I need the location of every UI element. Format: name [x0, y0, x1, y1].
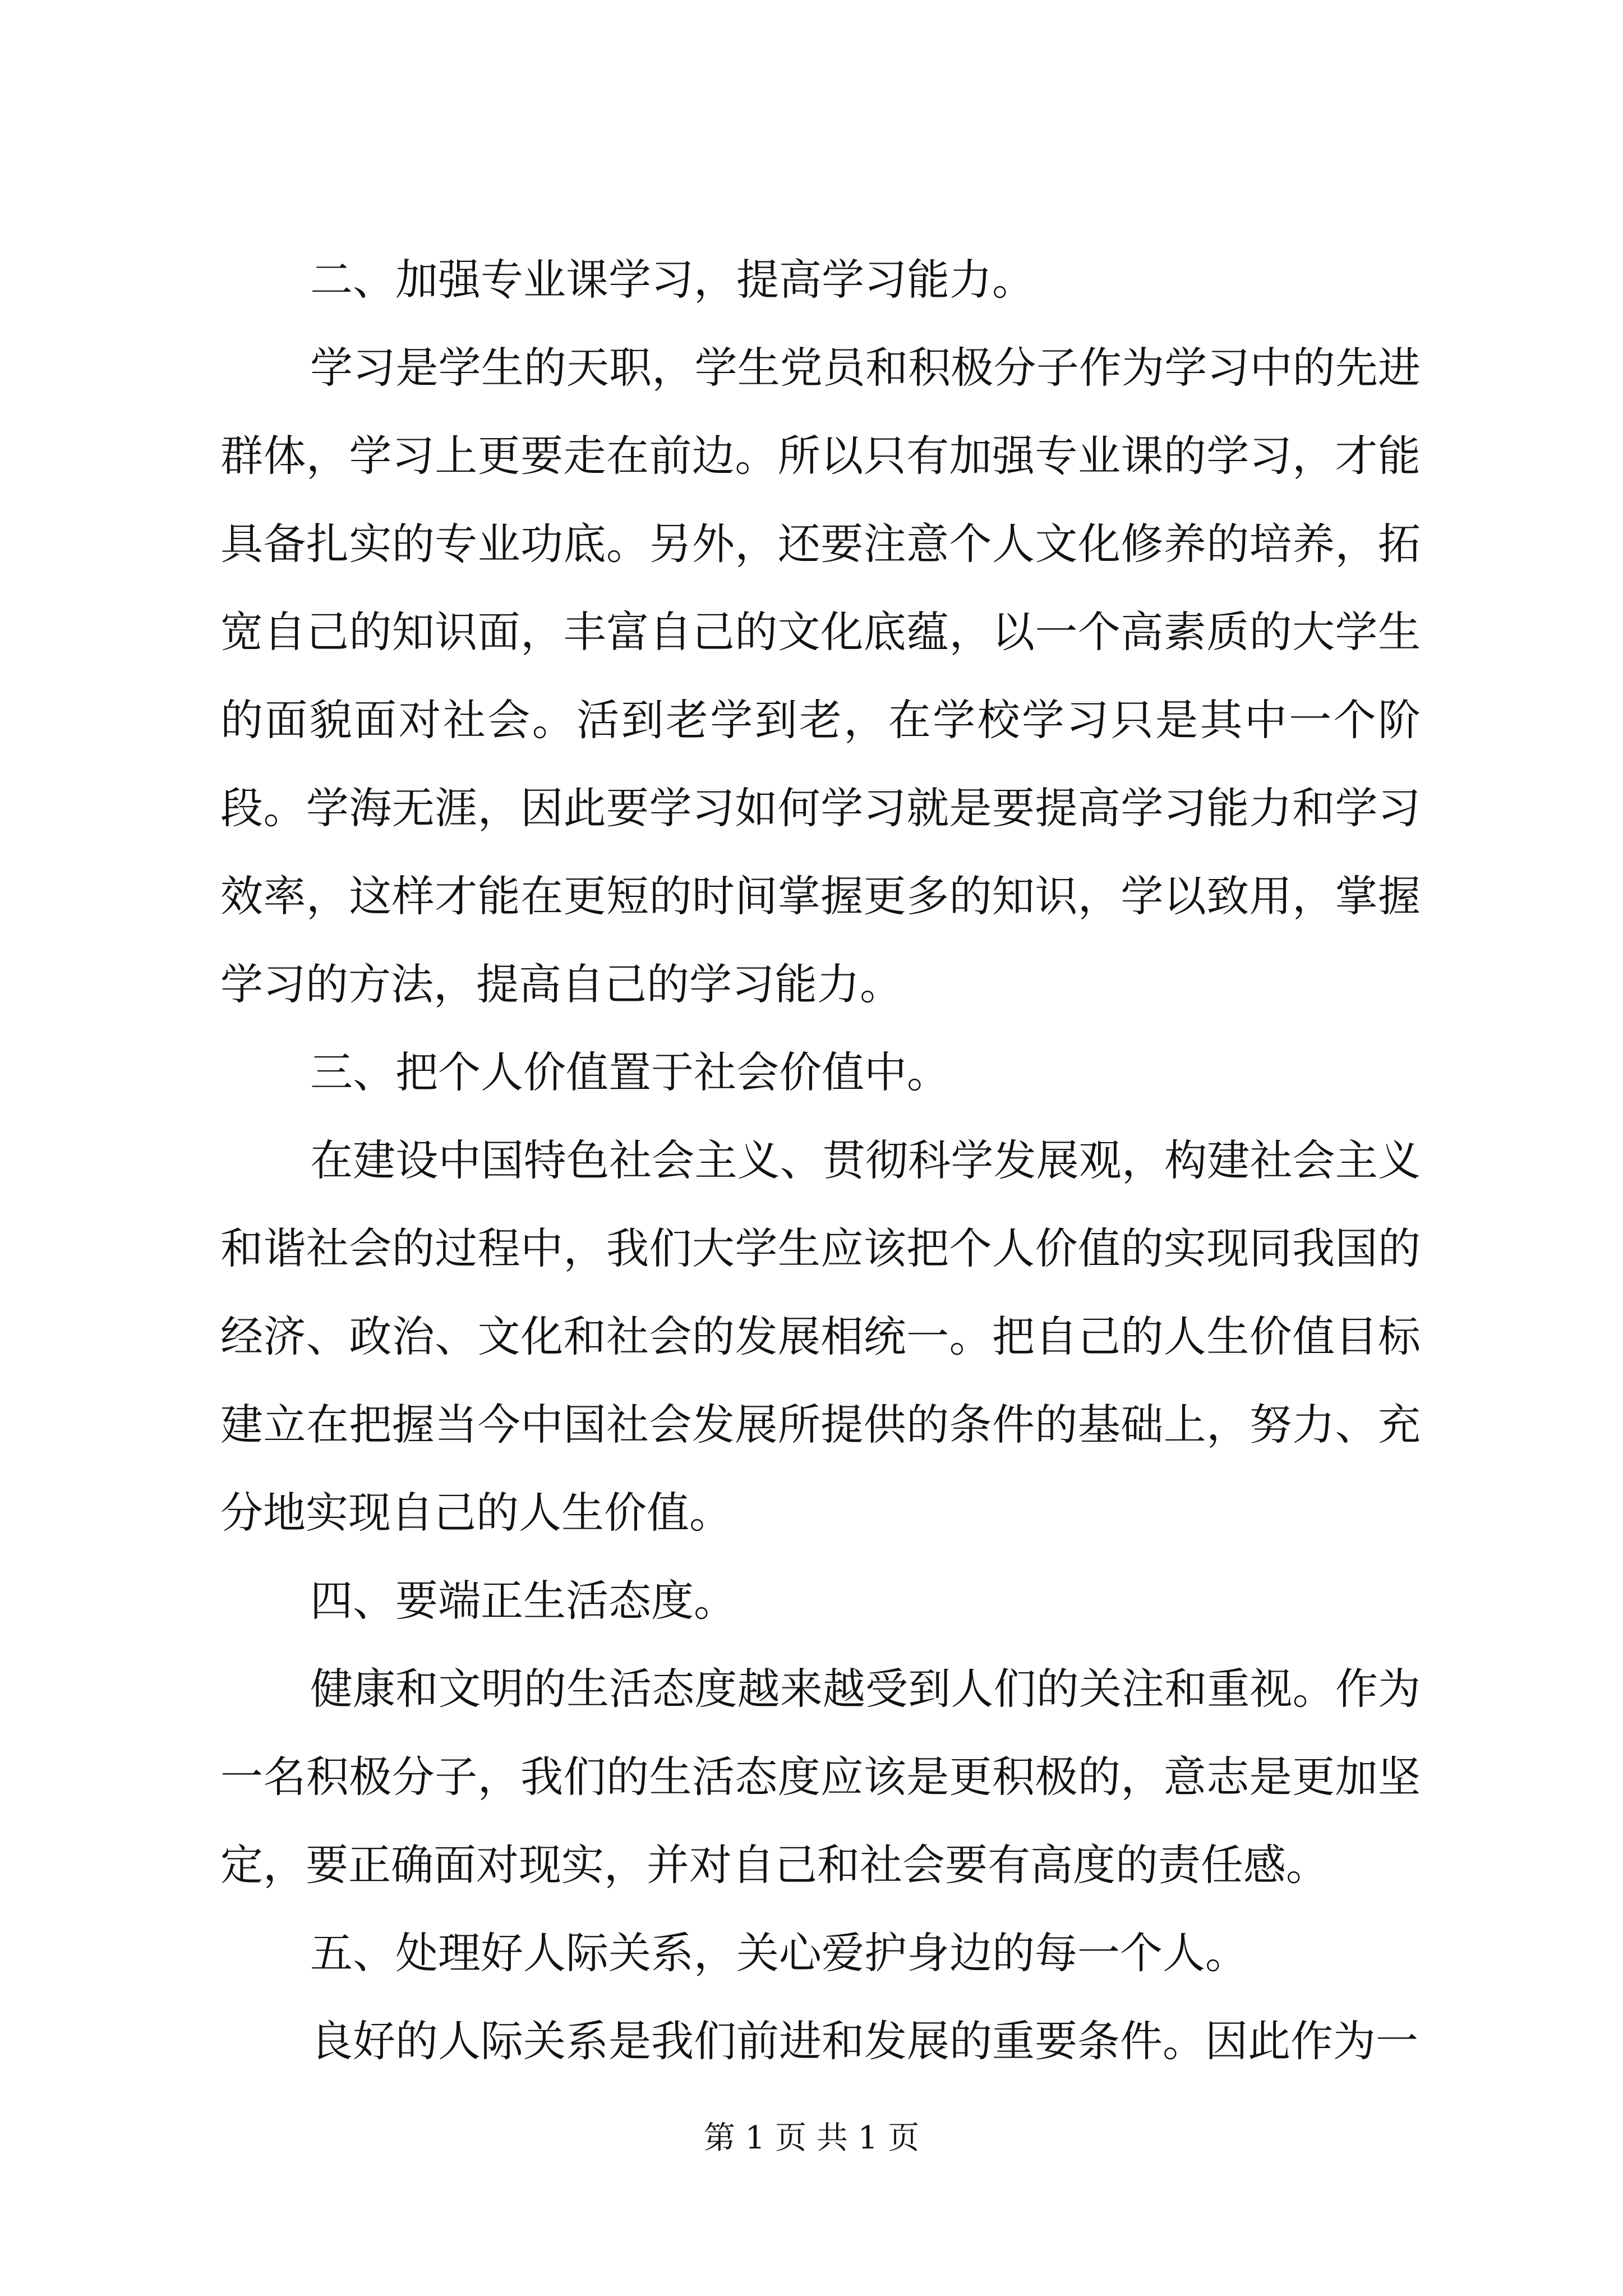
paragraph-relations: 良好的人际关系是我们前进和发展的重要条件。因此作为一: [310, 2016, 1418, 2066]
document-body: [220, 236, 1421, 2085]
paragraph-value: 在建设中国特色社会主义、贯彻科学发展观，构建社会主义和谐社会的过程中，我们大学生应该把个人价值的实现同我国的经济、政治、文化和社会的发展相统一。把自己的人生价值目标建立在把握当今中国社会发展所提供的条件的基础上，努力、充分地实现自己的人生价值。: [220, 1135, 1421, 1538]
paragraph-study: 学习是学生的天职，学生党员和积极分子作为学习中的先进群体，学习上更要走在前边。所以只有加强专业课的学习，才能具备扎实的专业功底。另外，还要注意个人文化修养的培养，拓宽自己的知识面，丰富自己的文化底蕴，以一个高素质的大学生的面貌面对社会。活到老学到老，在学校学习只是其中一个阶段。学海无涯，因此要学习如何学习就是要提高学习能力和学习效率，这样才能在更短的时间掌握更多的知识，学以致用，掌握学习的方法，提高自己的学习能力。: [220, 343, 1421, 1009]
heading-section-2: 二、加强专业课学习，提高学习能力。: [310, 255, 1035, 305]
page-footer: 第 1 页 共 1 页: [703, 2120, 920, 2156]
heading-section-5: 五、处理好人际关系，关心爱护身边的每一个人。: [310, 1928, 1248, 1978]
heading-section-4: 四、要端正生活态度。: [310, 1576, 736, 1626]
paragraph-attitude: 健康和文明的生活态度越来越受到人们的关注和重视。作为一名积极分子，我们的生活态度应该是更积极的，意志是更加坚定，要正确面对现实，并对自己和社会要有高度的责任感。: [220, 1664, 1421, 1890]
heading-section-3: 三、把个人价值置于社会价值中。: [310, 1047, 949, 1097]
